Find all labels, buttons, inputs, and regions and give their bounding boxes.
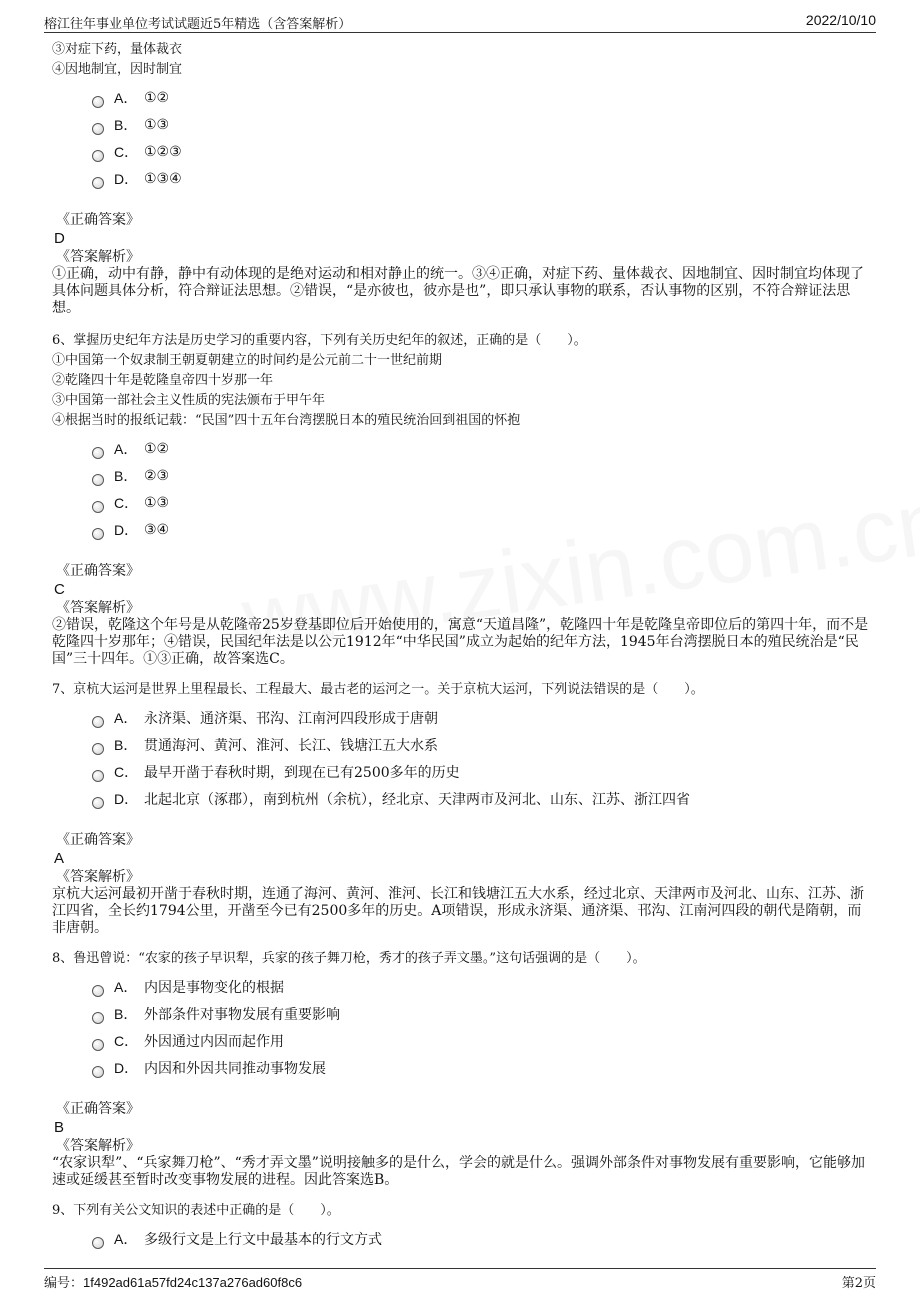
statement: ③中国第一部社会主义性质的宪法颁布于甲午年 [52,393,326,408]
answer-block [52,561,872,668]
explanation-title: 《答案解析》 [56,249,140,265]
question-7 [52,680,872,937]
explanation-title: 《答案解析》 [56,600,140,616]
options-list [92,704,872,812]
option-a[interactable]: A． 多级行文是上行文中最基本的行文方式 [92,1225,872,1252]
option-c[interactable]: C． ①②③ [92,138,872,165]
radio-icon[interactable] [92,1012,104,1024]
explanation-text: 京杭大运河最初开凿于春秋时期，连通了海河、黄河、淮河、长江和钱塘江五大水系，经过北京、天津两市及河北、山东、江苏、浙江四省，全长约1794公里，开凿至今已有2500多年的历史。A项错误，形成永济渠、通济渠、邗沟、江南河四段的朝代是隋朝，而非唐朝。 [52,886,864,936]
question-stem: 9、下列有关公文知识的表述中正确的是（ ）。 [52,1203,340,1218]
radio-icon[interactable] [92,1066,104,1078]
options-list [92,1225,872,1252]
option-a[interactable]: A． ①② [92,84,872,111]
option-b[interactable]: B． ②③ [92,462,872,489]
option-a[interactable]: A． 永济渠、通济渠、邗沟、江南河四段形成于唐朝 [92,704,872,731]
page-footer [44,1268,876,1289]
answer-title: 《正确答案》 [56,1101,140,1117]
page-number: 第2页 [841,1276,876,1291]
document-code: 编号：1f492ad61a57fd24c137a276ad60f8c6 [44,1275,303,1291]
statement: ②乾隆四十年是乾隆皇帝四十岁那一年 [52,373,274,388]
page-header [44,12,876,33]
explanation-text: “农家识犁”、“兵家舞刀枪”、“秀才弄文墨”说明接触多的是什么，学会的就是什么。强调外部条件对事物发展有重要影响，它能够加速或延缓甚至暂时改变事物发展的进程。因此答案选B。 [52,1155,865,1188]
answer-value: B [54,1119,65,1136]
option-a[interactable]: A． ①② [92,435,872,462]
answer-title: 《正确答案》 [56,212,140,228]
radio-icon[interactable] [92,1039,104,1051]
document-title: 榕江往年事业单位考试试题近5年精选（含答案解析） [44,17,352,32]
radio-icon[interactable] [92,985,104,997]
option-a[interactable]: A． 内因是事物变化的根据 [92,973,872,1000]
answer-value: C [54,581,65,598]
answer-block [52,210,872,317]
option-d[interactable]: D． 内因和外因共同推动事物发展 [92,1054,872,1081]
document-date: 2022/10/10 [805,12,876,28]
radio-icon[interactable] [92,177,104,189]
option-b[interactable]: B． ①③ [92,111,872,138]
radio-icon[interactable] [92,797,104,809]
options-list [92,435,872,543]
answer-title: 《正确答案》 [56,563,140,579]
radio-icon[interactable] [92,123,104,135]
answer-block [52,1099,872,1189]
radio-icon[interactable] [92,150,104,162]
explanation-text: ②错误，乾隆这个年号是从乾隆帝25岁登基即位后开始使用的，寓意“天道昌隆”，乾隆四十年是乾隆皇帝即位后的第四十年，而不是乾隆四十岁那年；④错误，民国纪年法是以公元1912年“中华民国”成立为起始的纪年方法，1945年台湾摆脱日本的殖民统治是“民国”三十四年。①③正确，故答案选C。 [52,617,869,667]
option-b[interactable]: B． 外部条件对事物发展有重要影响 [92,1000,872,1027]
option-d[interactable]: D． 北起北京（涿郡），南到杭州（余杭），经北京、天津两市及河北、山东、江苏、浙江四省 [92,785,872,812]
option-b[interactable]: B． 贯通海河、黄河、淮河、长江、钱塘江五大水系 [92,731,872,758]
question-5 [52,40,872,317]
question-stem: 8、鲁迅曾说：“农家的孩子早识犁，兵家的孩子舞刀枪，秀才的孩子弄文墨。”这句话强调的是（ ）。 [52,951,646,966]
explanation-title: 《答案解析》 [56,1138,140,1154]
statement: ④根据当时的报纸记载：“民国”四十五年台湾摆脱日本的殖民统治回到祖国的怀抱 [52,413,521,428]
question-6 [52,331,872,668]
statement: ③对症下药，量体裁衣 [52,42,183,57]
question-stem: 7、京杭大运河是世界上里程最长、工程最大、最古老的运河之一。关于京杭大运河，下列说法错误的是（ ）。 [52,682,704,697]
explanation-title: 《答案解析》 [56,869,140,885]
question-8 [52,949,872,1189]
statement: ④因地制宜，因时制宜 [52,62,183,77]
question-9 [52,1201,872,1252]
option-c[interactable]: C． ①③ [92,489,872,516]
radio-icon[interactable] [92,528,104,540]
statement: ①中国第一个奴隶制王朝夏朝建立的时间约是公元前二十一世纪前期 [52,353,443,368]
radio-icon[interactable] [92,96,104,108]
option-c[interactable]: C． 最早开凿于春秋时期，到现在已有2500多年的历史 [92,758,872,785]
radio-icon[interactable] [92,1237,104,1249]
radio-icon[interactable] [92,447,104,459]
answer-block [52,830,872,937]
radio-icon[interactable] [92,743,104,755]
radio-icon[interactable] [92,474,104,486]
option-c[interactable]: C． 外因通过内因而起作用 [92,1027,872,1054]
radio-icon[interactable] [92,501,104,513]
question-stem: 6、掌握历史纪年方法是历史学习的重要内容，下列有关历史纪年的叙述，正确的是（ ）。 [52,333,587,348]
radio-icon[interactable] [92,716,104,728]
options-list [92,973,872,1081]
answer-value: D [54,230,65,247]
page-content [52,40,872,1252]
answer-value: A [54,850,65,867]
radio-icon[interactable] [92,770,104,782]
answer-title: 《正确答案》 [56,832,140,848]
option-d[interactable]: D． ③④ [92,516,872,543]
explanation-text: ①正确，动中有静，静中有动体现的是绝对运动和相对静止的统一。③④正确，对症下药、量体裁衣、因地制宜、因时制宜均体现了具体问题具体分析，符合辩证法思想。②错误，“是亦彼也，彼亦是也”，即只承认事物的联系，否认事物的区别，不符合辩证法思想。 [52,266,864,316]
options-list [92,84,872,192]
option-d[interactable]: D． ①③④ [92,165,872,192]
